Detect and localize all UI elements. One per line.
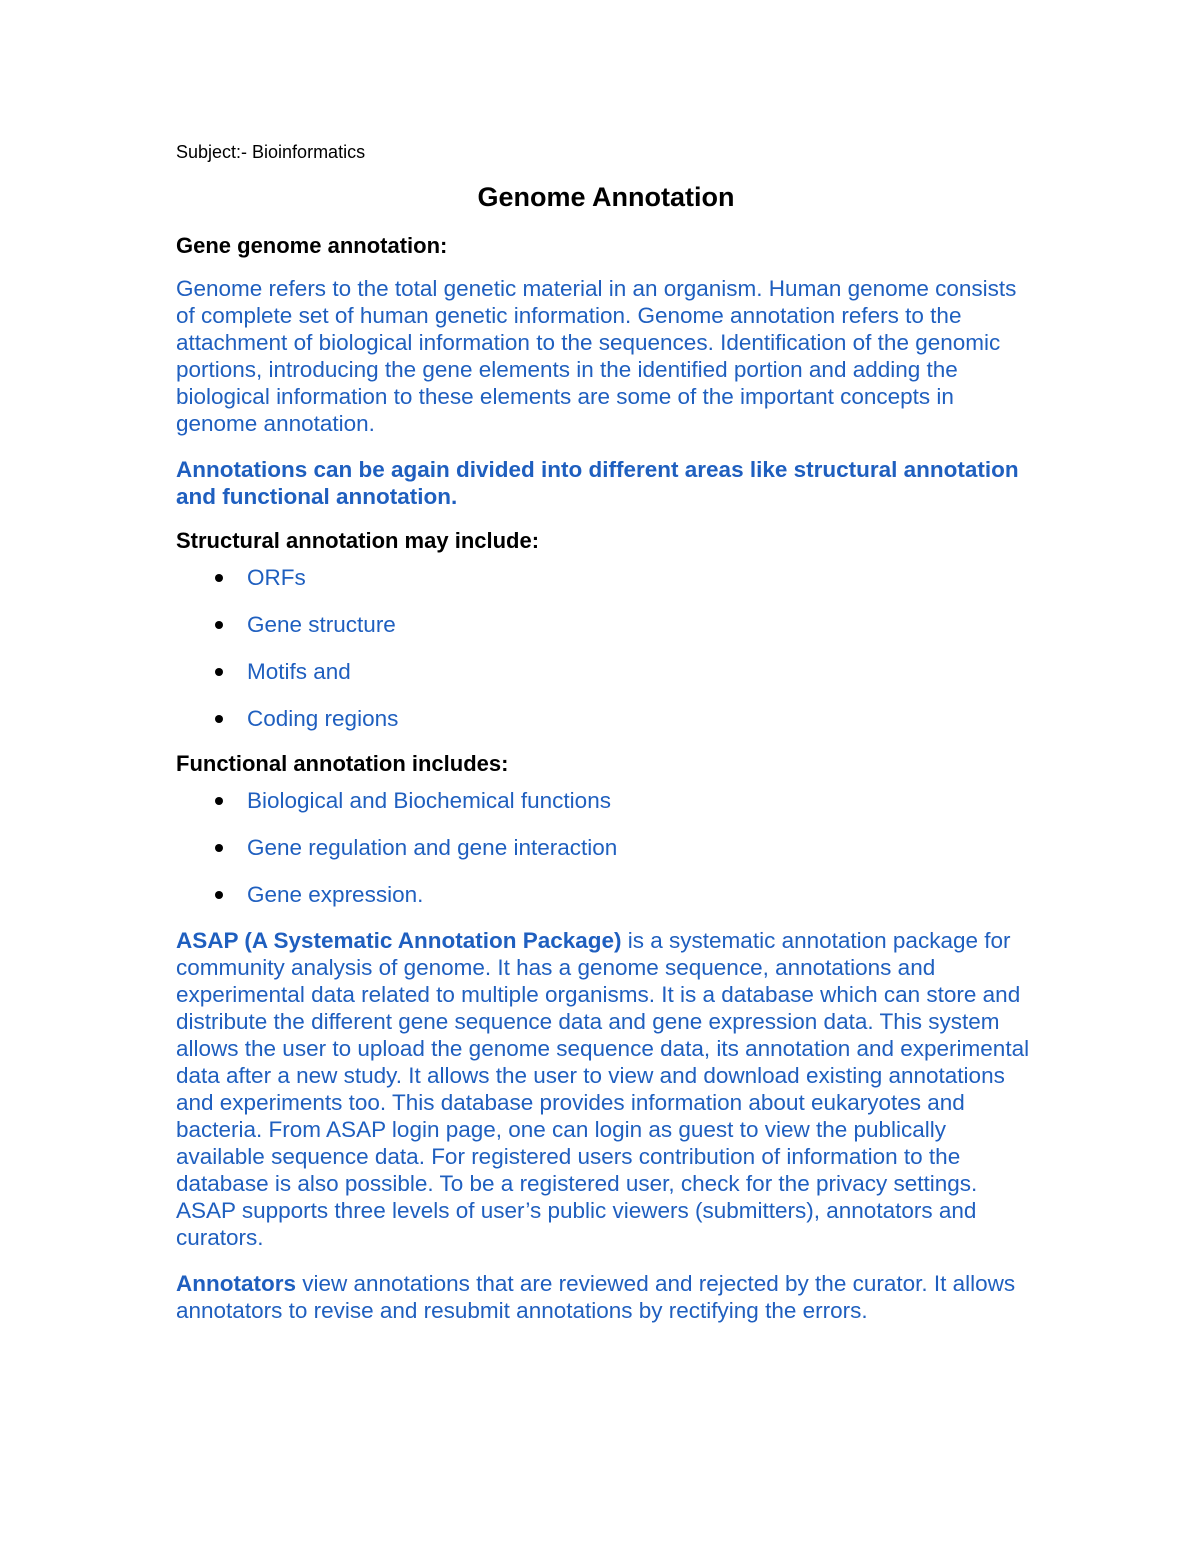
asap-description: is a systematic annotation package for community analysis of genome. It has a genome sequence, annotations and experimental data related to multiple organisms. It is a database which can store and distribute the different gene sequence data and gene expression data. This system allows the user to upload the genome sequence data, its annotation and experimental data after a new study. It allows the user to view and download existing annotations and experiments too. This database provides information about eukaryotes and bacteria. From ASAP login page, one can login as guest to view the publically available sequence data. For registered users contribution of information to the database is also possible. To be a registered user, check for the privacy settings. ASAP supports three levels of user’s public viewers (submitters), annotators and curators. xyxy=(176,928,1030,1250)
subject-line: Subject:- Bioinformatics xyxy=(176,142,366,162)
bullet-icon xyxy=(215,844,223,852)
list-item-label: Motifs and xyxy=(247,659,351,684)
list-item xyxy=(176,705,1036,732)
list-item xyxy=(176,787,1036,814)
list-item-label: Coding regions xyxy=(247,706,399,731)
asap-term: ASAP (A Systematic Annotation Package) xyxy=(176,928,622,953)
bullet-icon xyxy=(215,621,223,629)
annotators-term: Annotators xyxy=(176,1271,296,1296)
annotation-types-paragraph: Annotations can be again divided into different areas like structural annotation and functional annotation. xyxy=(176,457,1019,509)
list-item xyxy=(176,658,1036,685)
section-heading-structural: Structural annotation may include: xyxy=(176,528,540,553)
list-item xyxy=(176,834,1036,861)
intro-paragraph: Genome refers to the total genetic material in an organism. Human genome consists of complete set of human genetic information. Genome annotation refers to the attachment of biological information to the sequences. Identification of the genomic portions, introducing the gene elements in the identified portion and adding the biological information to these elements are some of the important concepts in genome annotation. xyxy=(176,276,1017,436)
list-item-label: Gene expression. xyxy=(247,882,424,907)
annotators-paragraph xyxy=(176,1270,1036,1324)
list-item xyxy=(176,611,1036,638)
section-heading-functional: Functional annotation includes: xyxy=(176,751,509,776)
asap-paragraph xyxy=(176,927,1036,1251)
list-item-label: ORFs xyxy=(247,565,306,590)
list-item-label: Biological and Biochemical functions xyxy=(247,788,611,813)
bullet-icon xyxy=(215,891,223,899)
list-item-label: Gene regulation and gene interaction xyxy=(247,835,618,860)
list-item xyxy=(176,564,1036,591)
page-title: Genome Annotation xyxy=(477,182,735,212)
document-page xyxy=(176,140,1036,1324)
list-item-label: Gene structure xyxy=(247,612,396,637)
bullet-icon xyxy=(215,668,223,676)
bullet-icon xyxy=(215,715,223,723)
structural-annotation-list xyxy=(176,564,1036,732)
bullet-icon xyxy=(215,574,223,582)
list-item xyxy=(176,881,1036,908)
annotators-description: view annotations that are reviewed and rejected by the curator. It allows annotators to revise and resubmit annotations by rectifying the errors. xyxy=(176,1271,1016,1323)
section-heading-gene-genome-annotation: Gene genome annotation: xyxy=(176,233,448,258)
bullet-icon xyxy=(215,797,223,805)
functional-annotation-list xyxy=(176,787,1036,908)
